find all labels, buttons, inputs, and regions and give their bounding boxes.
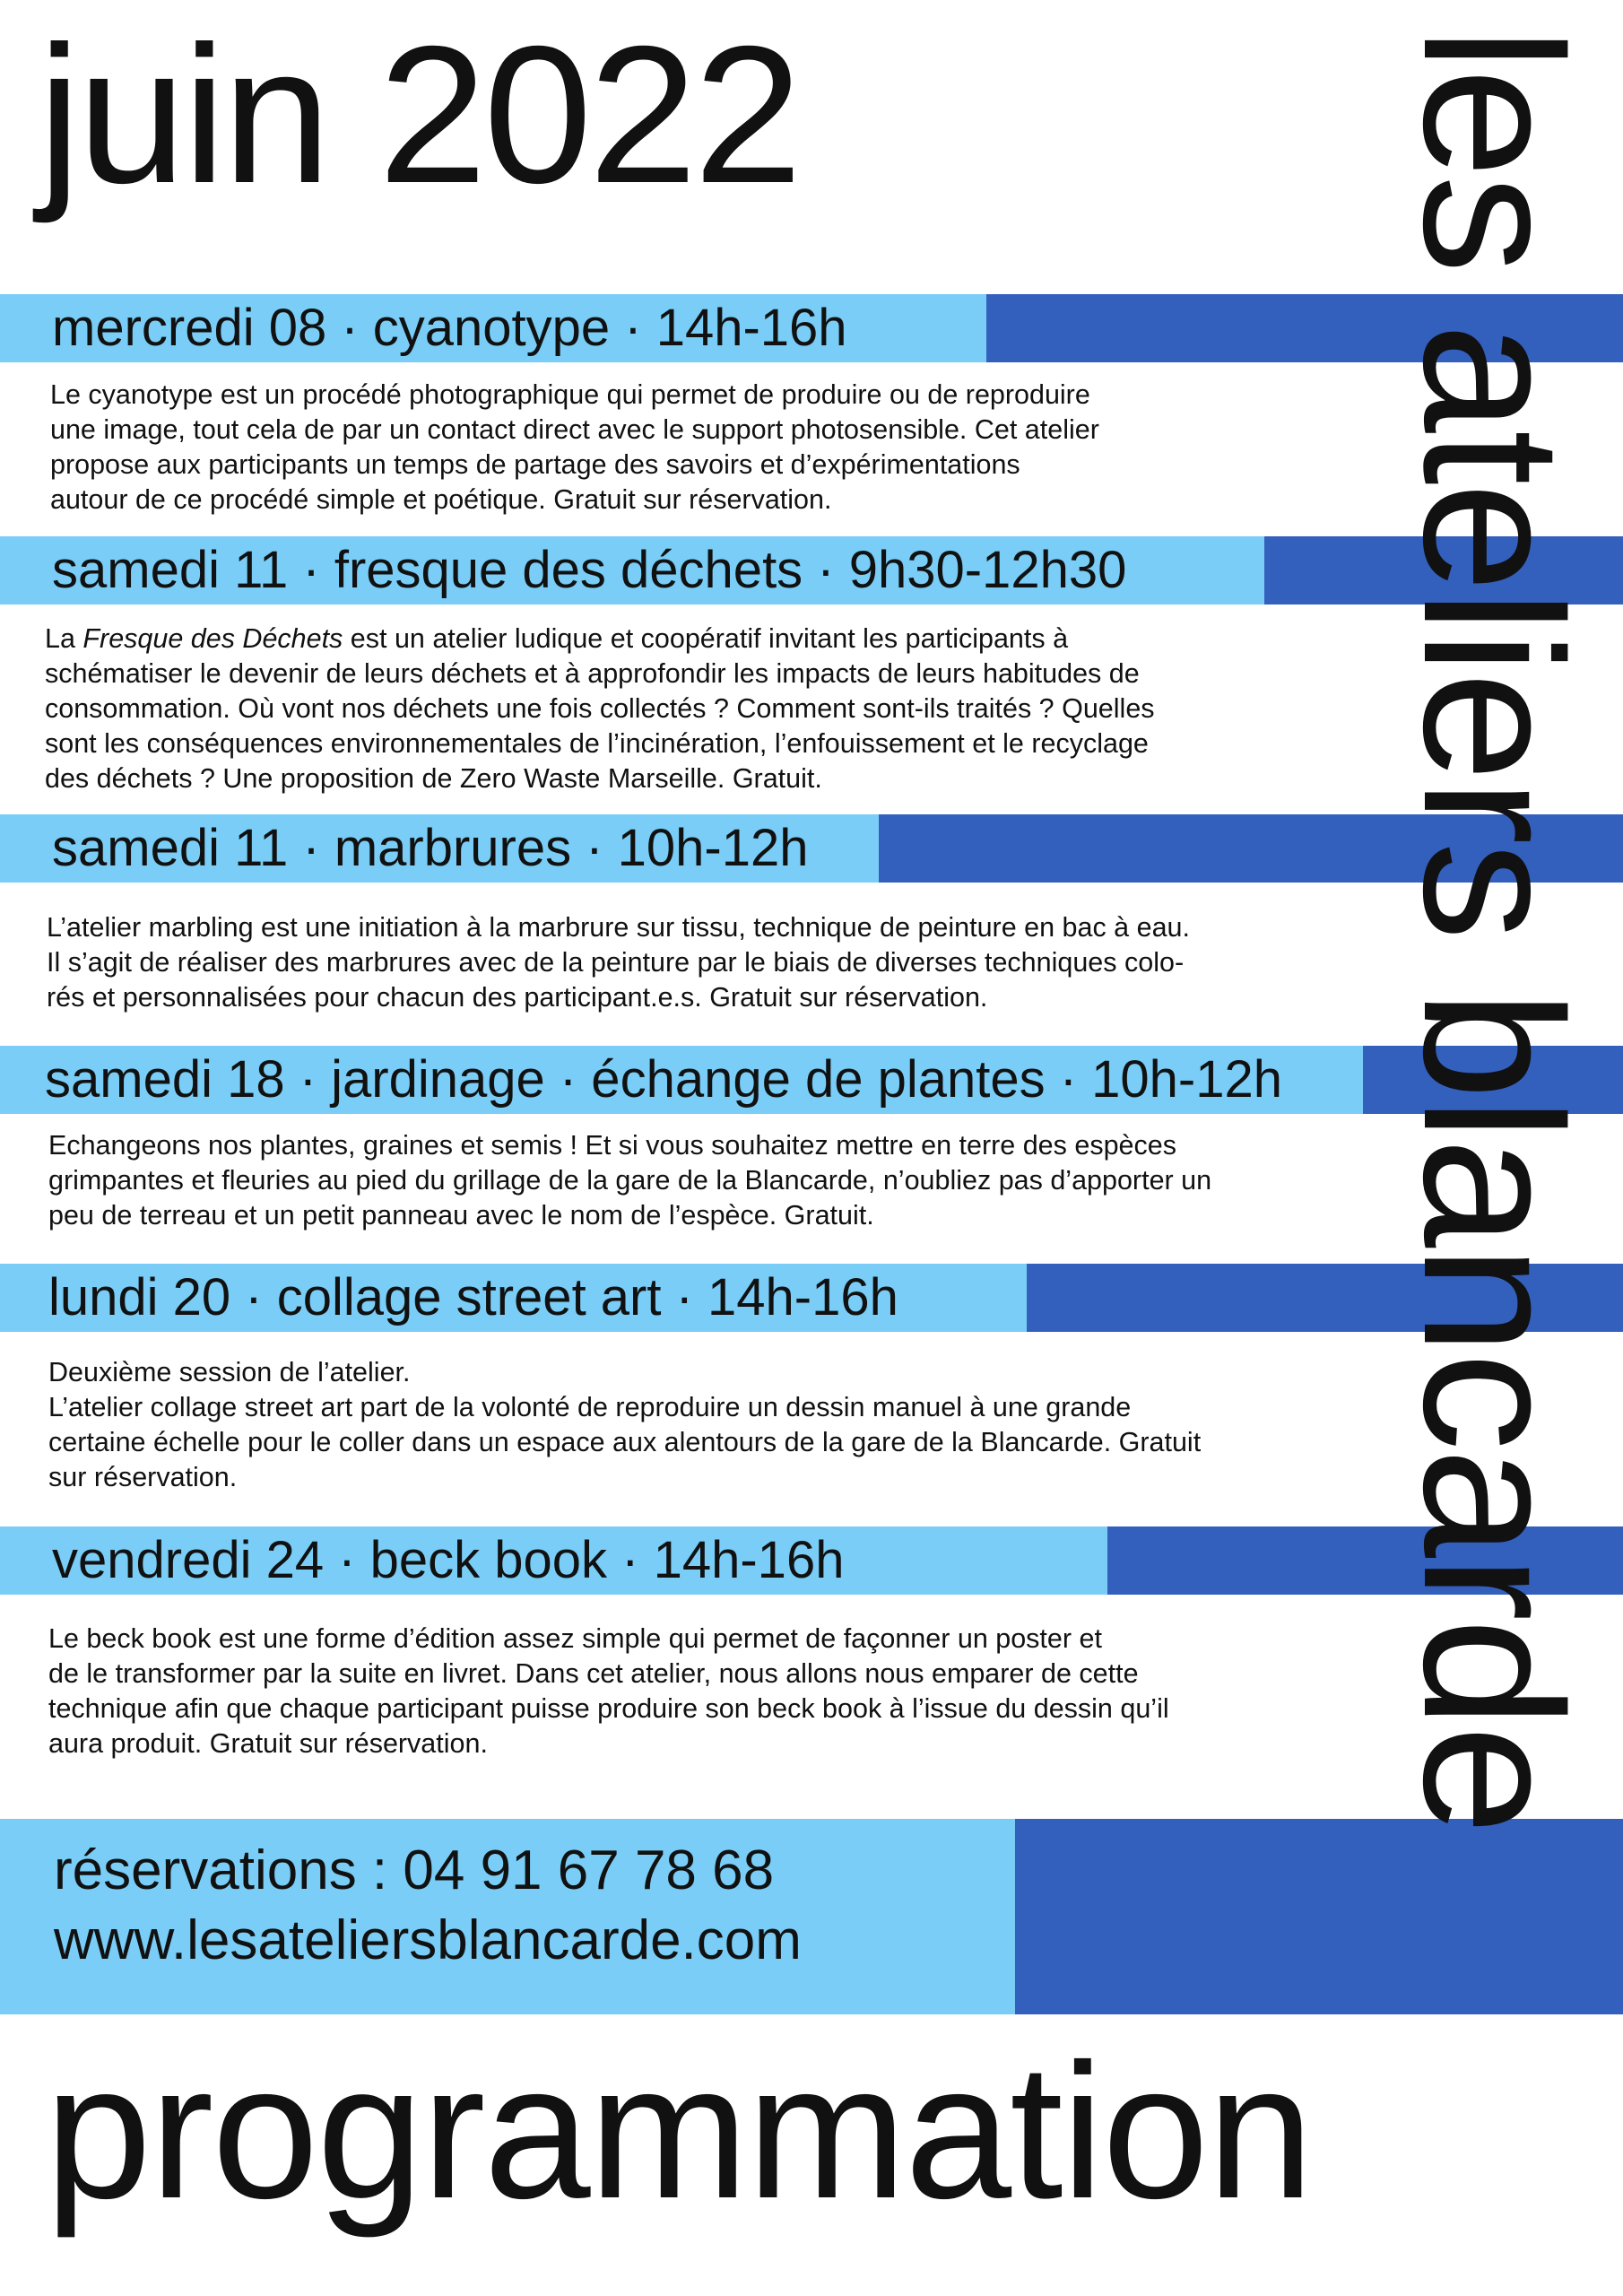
event-band-jardinage xyxy=(0,1046,1623,1114)
description-body: est un atelier ludique et coopératif invitant les participants à schématiser le devenir de leurs déchets et à approfondir les impacts de leurs habitudes de consommation. Où vont nos déchets une fois collectés ? Comment sont-ils traités ? Quelles sont les conséquences environnementales de l’incinération, l’enfouissement et le recyclage des déchets ? Une proposition de Zero Waste Marseille. Gratuit. xyxy=(45,623,1155,794)
event-heading: lundi 20 · collage street art · 14h-16h xyxy=(48,1268,898,1326)
description-intro: La xyxy=(45,623,83,654)
event-heading: vendredi 24 · beck book · 14h-16h xyxy=(52,1531,845,1589)
event-heading: samedi 11 · fresque des déchets · 9h30-12h30 xyxy=(52,541,1127,599)
event-description: Echangeons nos plantes, graines et semis ! Et si vous souhaitez mettre en terre des espèces grimpantes et fleuries au pied du grillage de la gare de la Blancarde, n’oubliez pas d’apporter un peu de terreau et un petit panneau avec le nom de l’espèce. Gratuit. xyxy=(48,1130,1212,1231)
event-heading: samedi 11 · marbrures · 10h-12h xyxy=(52,819,809,877)
description-em: Fresque des Déchets xyxy=(82,623,343,654)
footer-title: programmation xyxy=(45,2024,1313,2239)
event-description xyxy=(45,622,1354,796)
event-band-cyanotype xyxy=(0,294,1623,362)
event-band-fresque xyxy=(0,536,1623,604)
event-heading: mercredi 08 · cyanotype · 14h-16h xyxy=(52,299,847,357)
event-description: Le cyanotype est un procédé photographique qui permet de produire ou de reproduire une image, tout cela de par un contact direct avec le support photosensible. Cet atelier propose aux participants un temps de partage des savoirs et d’expérimentations autour de ce procédé simple et poétique. Gratuit sur réservation. xyxy=(50,379,1099,515)
reservation-phone: réservations : 04 91 67 78 68 xyxy=(54,1839,775,1901)
event-band-marbrures xyxy=(0,814,1623,883)
event-band-collage xyxy=(0,1264,1623,1332)
event-band-beck-book xyxy=(0,1526,1623,1595)
contact-box xyxy=(0,1819,1623,2014)
website-link[interactable]: www.lesateliersblancarde.com xyxy=(54,1909,802,1971)
event-description: Le beck book est une forme d’édition assez simple qui permet de façonner un poster et de le transformer par la suite en livret. Dans cet atelier, nous allons nous emparer de cette technique afin que chaque participant puisse produire son beck book à l’issue du dessin qu’il aura produit. Gratuit sur réservation. xyxy=(48,1623,1169,1759)
event-description: Deuxième session de l’atelier. L’atelier collage street art part de la volonté de reproduire un dessin manuel à une grande certaine échelle pour le coller dans un espace aux alentours de la gare de la Blancarde. Gratuit sur réservation. xyxy=(48,1357,1202,1492)
event-description: L’atelier marbling est une initiation à la marbrure sur tissu, technique de peinture en bac à eau. Il s’agit de réaliser des marbrures avec de la peinture par le biais de diverses techniques colo- rés et personnalisées pour chacun des participant.e.s. Gratuit sur réservation. xyxy=(47,912,1190,1013)
event-heading: samedi 18 · jardinage · échange de plantes · 10h-12h xyxy=(45,1050,1283,1109)
contact-dark-panel xyxy=(1015,1819,1623,2014)
vertical-brand-title: les ateliers blancarde xyxy=(1383,27,1603,1832)
page-title: juin 2022 xyxy=(38,6,799,224)
